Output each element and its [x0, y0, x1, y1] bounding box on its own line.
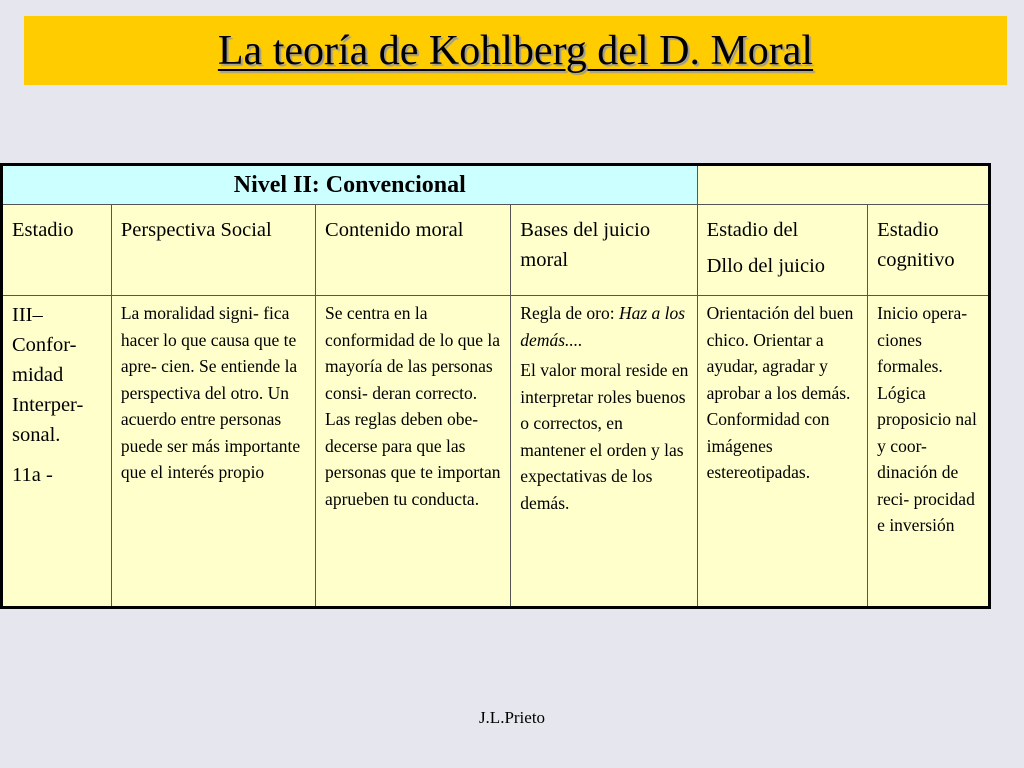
level-heading: Nivel II: Convencional — [2, 165, 698, 205]
header-judgement-stage-line2: Dllo del juicio — [706, 255, 826, 277]
bases-rule: Regla de oro: — [520, 303, 615, 323]
cell-content: Se centra en la conformidad de lo que la mayoría de las personas consi- deran correcto. Las reglas deben obe- decerse para que las personas que te importan aprueben tu conducta. — [316, 296, 511, 608]
level-row — [2, 165, 990, 205]
header-perspective: Perspectiva Social — [111, 205, 315, 296]
cell-judgement: Orientación del buen chico. Orientar a ayudar, agradar y aprobar a los demás. Conformidad con imágenes estereotipadas. — [697, 296, 868, 608]
header-judgement-stage: Estadio del Dllo del juicio — [697, 205, 868, 296]
table-row — [2, 296, 990, 608]
cell-bases — [511, 296, 697, 608]
title-banner — [24, 16, 1007, 85]
header-stage: Estadio — [2, 205, 112, 296]
level-blank-cell — [697, 165, 989, 205]
header-content: Contenido moral — [316, 205, 511, 296]
cell-perspective: La moralidad signi- fica hacer lo que causa que te apre- cien. Se entiende la perspectiva del otro. Un acuerdo entre personas puede ser más importante que el interés propio — [111, 296, 315, 608]
header-cognitive: Estadio cognitivo — [868, 205, 990, 296]
header-bases: Bases del juicio moral — [511, 205, 697, 296]
slide-title: La teoría de Kohlberg del D. Moral — [217, 27, 814, 74]
stage-name: III– Confor- midad Interper- sonal. — [12, 304, 84, 446]
bases-rule-quote: Haz a los demás.... — [520, 303, 686, 350]
cell-cognitive: Inicio opera- ciones formales. Lógica proposicio nal y coor- dinación de reci- procidad e inversión — [868, 296, 990, 608]
cell-stage — [2, 296, 112, 608]
author-footer: J.L.Prieto — [478, 708, 546, 727]
header-row — [2, 205, 990, 296]
bases-text: El valor moral reside en interpretar roles buenos o correctos, en mantener el orden y las expectativas de los demás. — [520, 360, 689, 513]
kohlberg-table — [0, 163, 991, 609]
stage-age: 11a - — [12, 464, 53, 486]
